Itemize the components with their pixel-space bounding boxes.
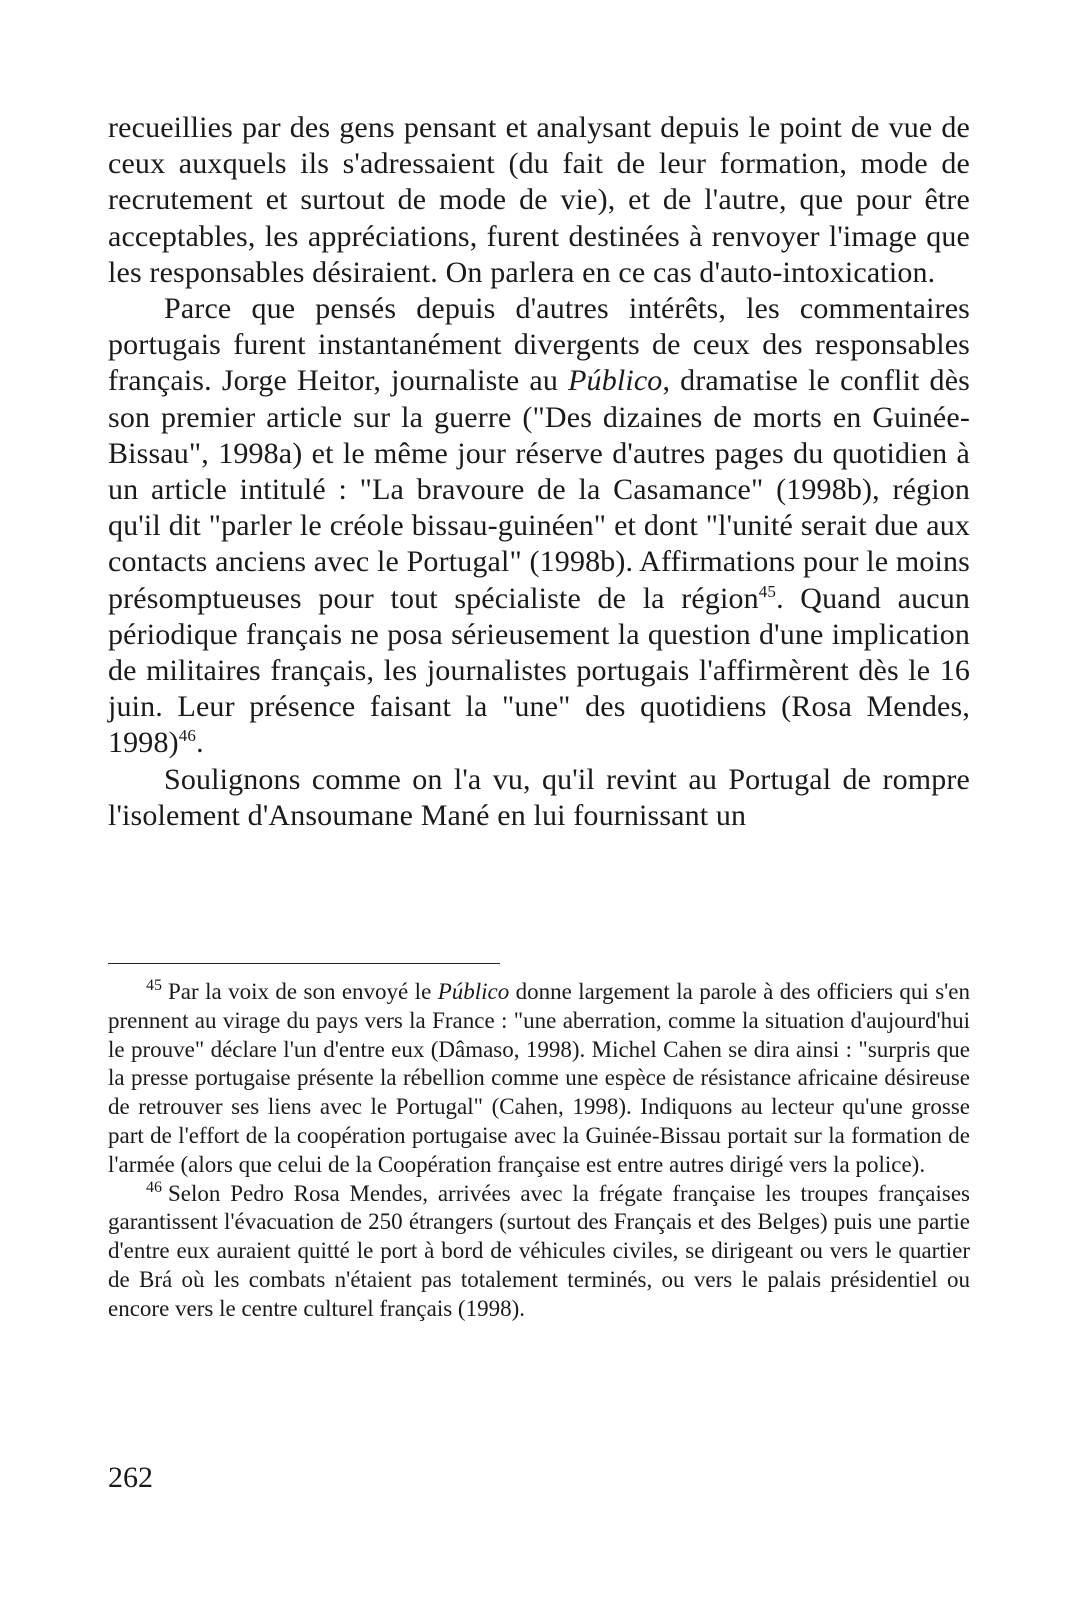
main-text [108,110,970,834]
publico-title: Público [568,364,663,398]
footnotes [108,978,970,1324]
footnote-number: 45 [146,977,162,995]
footnote-publico-title: Público [437,979,510,1004]
paragraph-2 [108,291,970,762]
footnote-separator [108,963,500,964]
footnote-text: Par la voix de son envoyé le [168,979,438,1004]
paragraph-2-part-b: , dramatise le conflit dès son premier article sur la guerre ("Des dizaines de morts en Guinée-Bissau", 1998a) et le même jour réserve d'autres pages du quotidien à un article intitulé : "La bravoure de la Casamance" (1998b), région qu'il dit "parler le créole bissau-guinéen" et dont "l'unité serait due aux contacts anciens avec le Portugal" (1998b). Affirmations pour le moins présomptueuses pour tout spécialiste de la région [108,364,970,615]
footnote-45 [108,978,970,1180]
footnote-number: 46 [146,1178,162,1196]
footnote-text: donne largement la parole à des officiers qui s'en prennent au virage du pays vers la France : "une aberration, comme la situation d'aujourd'hui le prouve" déclare l'un d'entre eux (Dâmaso, 1998). Michel Cahen se dira ainsi : "surpris que la presse portugaise présente la rébellion comme une espèce de résistance africaine désireuse de retrouver ses liens avec le Portugal" (Cahen, 1998). Indiquons au lecteur qu'une grosse part de l'effort de la coopération portugaise avec la Guinée-Bissau portait sur la formation de l'armée (alors que celui de la Coopération française est entre autres dirigé vers la police). [108,979,970,1177]
paragraph-2-part-d: . [196,726,204,760]
page-number: 262 [108,1461,153,1494]
footnote-ref-46[interactable]: 46 [178,726,197,746]
paragraph-2-part-a: Parce que pensés depuis d'autres intérêts, les commentaires portugais furent instantanément divergents de ceux des responsables français. Jorge Heitor, journaliste au [108,292,970,398]
paragraph-2-part-c: . Quand aucun périodique français ne posa sérieusement la question d'une implication de militaires français, les journalistes portugais l'affirmèrent dès le 16 juin. Leur présence faisant la "une" des quotidiens (Rosa Mendes, 1998) [108,581,970,760]
footnote-46 [108,1180,970,1324]
paragraph-1: recueillies par des gens pensant et analysant depuis le point de vue de ceux auxquels ils s'adressaient (du fait de leur formation, mode de recrutement et surtout de mode de vie), et de l'autre, que pour être acceptables, les appréciations, furent destinées à renvoyer l'image que les responsables désiraient. On parlera en ce cas d'auto-intoxication. [108,111,970,289]
footnote-ref-45[interactable]: 45 [758,581,777,601]
footnote-text: Selon Pedro Rosa Mendes, arrivées avec la frégate française les troupes françaises garantissent l'évacuation de 250 étrangers (surtout des Français et des Belges) puis une partie d'entre eux auraient quitté le port à bord de véhicules civiles, se dirigeant ou vers le quartier de Brá où les combats n'étaient pas totalement terminés, ou vers le palais présidentiel ou encore vers le centre culturel français (1998). [108,1180,970,1321]
paragraph-3: Soulignons comme on l'a vu, qu'il revint au Portugal de rompre l'isolement d'Ansoumane Mané en lui fournissant un [108,762,970,832]
